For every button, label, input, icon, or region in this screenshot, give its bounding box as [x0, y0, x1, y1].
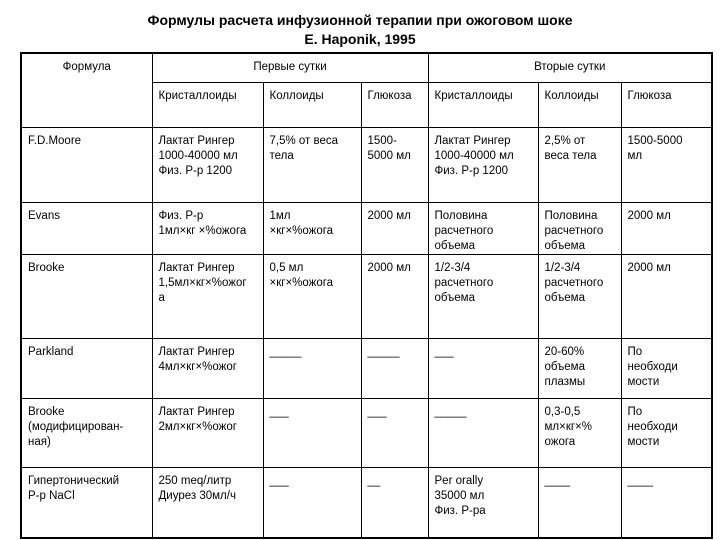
- table-cell: 1500-5000 мл: [621, 128, 712, 203]
- table-cell: Лактат Рингер 2мл×кг×%ожог: [152, 399, 263, 468]
- header-day1: Первые сутки: [152, 53, 428, 83]
- table-cell: 2000 мл: [621, 203, 712, 255]
- formula-name: Evans: [21, 203, 152, 255]
- header-formula: Формула: [21, 53, 152, 128]
- table-cell: _____: [361, 339, 428, 399]
- table-cell: 1мл ×кг×%ожога: [263, 203, 361, 255]
- table-cell: 20-60% объема плазмы: [538, 339, 621, 399]
- header-row: [21, 53, 712, 83]
- table-cell: 1500- 5000 мл: [361, 128, 428, 203]
- table-cell: По необходи мости: [621, 399, 712, 468]
- table-cell: _____: [428, 399, 538, 468]
- table-cell: Per orally 35000 мл Физ. Р-ра: [428, 468, 538, 538]
- formula-name: Гипертонический Р-р NaCl: [21, 468, 152, 538]
- table-cell: Половина расчетного объема: [428, 203, 538, 255]
- table-cell: Лактат Рингер 1000-40000 мл Физ. Р-р 1200: [152, 128, 263, 203]
- table-cell: ___: [263, 399, 361, 468]
- table-cell: __: [361, 468, 428, 538]
- table-cell: ____: [621, 468, 712, 538]
- table-cell: ___: [428, 339, 538, 399]
- table-row: [21, 339, 712, 399]
- table-cell: По необходи мости: [621, 339, 712, 399]
- table-row: [21, 399, 712, 468]
- formula-name: Brooke (модифицирован- ная): [21, 399, 152, 468]
- table-cell: 1/2-3/4 расчетного объема: [538, 255, 621, 339]
- header-colloids-day1: Коллоиды: [263, 83, 361, 128]
- table-cell: ____: [538, 468, 621, 538]
- table-row: [21, 203, 712, 255]
- table-row: [21, 255, 712, 339]
- table-cell: 0,3-0,5 мл×кг×% ожога: [538, 399, 621, 468]
- table-row: [21, 128, 712, 203]
- formula-name: F.D.Moore: [21, 128, 152, 203]
- table-cell: 2000 мл: [361, 255, 428, 339]
- header-glucose-day2: Глюкоза: [621, 83, 712, 128]
- table-cell: 2000 мл: [361, 203, 428, 255]
- infusion-formulas-table: [20, 52, 713, 539]
- table-row: [21, 468, 712, 538]
- table-cell: 2,5% от веса тела: [538, 128, 621, 203]
- header-colloids-day2: Коллоиды: [538, 83, 621, 128]
- header-day2: Вторые сутки: [428, 53, 712, 83]
- header-crystalloids-day2: Кристаллоиды: [428, 83, 538, 128]
- table-cell: _____: [263, 339, 361, 399]
- table-cell: Лактат Рингер 4мл×кг×%ожог: [152, 339, 263, 399]
- table-cell: Половина расчетного объема: [538, 203, 621, 255]
- document-title: Формулы расчета инфузионной терапии при ожоговом шоке: [147, 12, 573, 28]
- table-cell: 2000 мл: [621, 255, 712, 339]
- table-cell: Лактат Рингер 1000-40000 мл Физ. Р-р 1200: [428, 128, 538, 203]
- header-glucose-day1: Глюкоза: [361, 83, 428, 128]
- document-subtitle: E. Haponik, 1995: [304, 31, 416, 47]
- table-cell: ___: [263, 468, 361, 538]
- table-cell: 250 meq/литр Диурез 30мл/ч: [152, 468, 263, 538]
- table-cell: 1/2-3/4 расчетного объема: [428, 255, 538, 339]
- formula-name: Parkland: [21, 339, 152, 399]
- table-cell: Лактат Рингер 1,5мл×кг×%ожог а: [152, 255, 263, 339]
- table-cell: Физ. Р-р 1мл×кг ×%ожога: [152, 203, 263, 255]
- formula-name: Brooke: [21, 255, 152, 339]
- table-cell: 0,5 мл ×кг×%ожога: [263, 255, 361, 339]
- table-cell: 7,5% от веса тела: [263, 128, 361, 203]
- table-cell: ___: [361, 399, 428, 468]
- header-crystalloids-day1: Кристаллоиды: [152, 83, 263, 128]
